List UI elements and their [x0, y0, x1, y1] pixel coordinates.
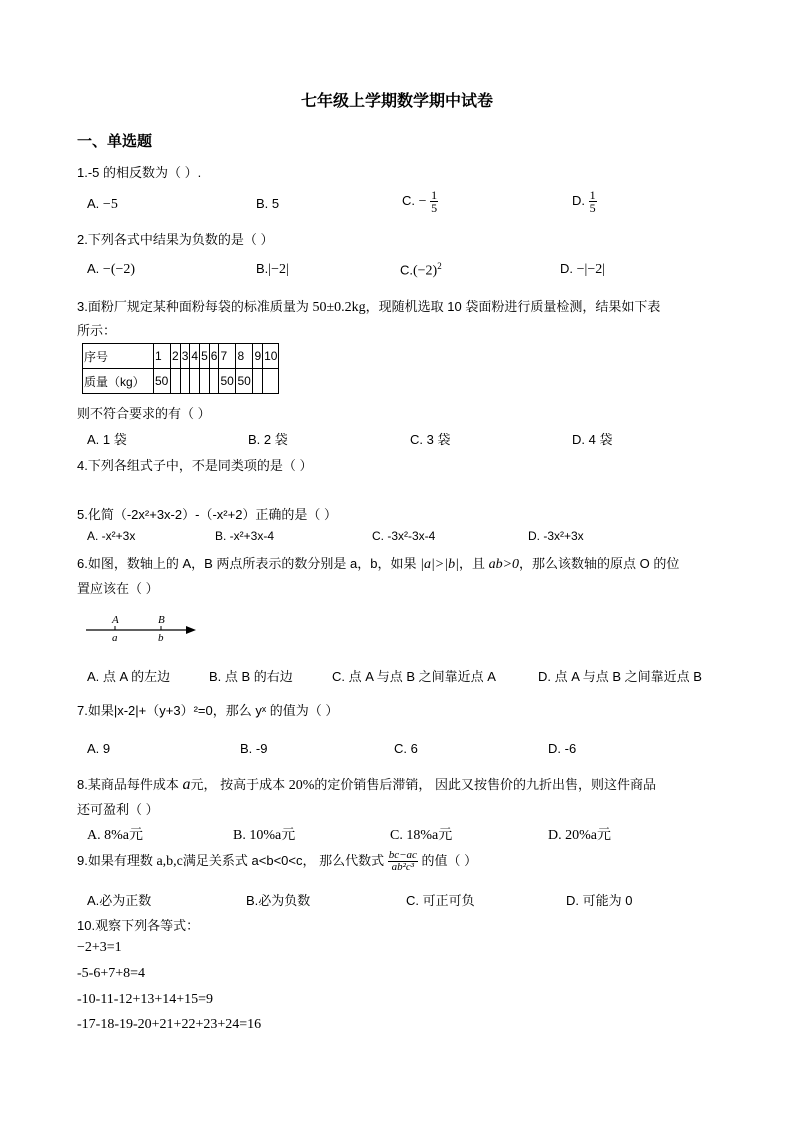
q3-stem-part1: 3.面粉厂规定某种面粉每袋的标准质量为: [77, 299, 309, 314]
q1-option-a: [87, 196, 118, 213]
q2-option-b-expr: |−2|: [268, 262, 289, 277]
q8-option-a: A. 8%a元: [87, 828, 143, 843]
table-cell: 8: [236, 344, 253, 369]
q2-option-c: [400, 261, 442, 279]
table-cell: 3: [180, 344, 190, 369]
q3-stem-part2: ，现随机选取 10 袋面粉进行质量检测，结果如下表: [365, 299, 661, 314]
table-cell: [190, 369, 200, 394]
q8-stem-part3: 的定价销售后滞销， 因此又按售价的九折出售，则这件商品: [314, 777, 657, 792]
table-cell: 5: [200, 344, 210, 369]
question-3-stem-line2: 所示：: [77, 323, 117, 338]
q9-option-b: B.必为负数: [246, 893, 311, 908]
q9-option-d: D. 可能为 0: [566, 893, 633, 908]
question-8-stem-line2: 还可盈利（ ）: [77, 802, 159, 817]
point-a-value: a: [112, 632, 118, 644]
table-cell: [180, 369, 190, 394]
q5-option-c: C. -3x²-3x-4: [372, 529, 436, 543]
point-b-value: b: [158, 632, 164, 644]
table-cell: [263, 369, 279, 394]
table-row: [83, 369, 279, 394]
q2-option-a-label: A.: [87, 261, 100, 276]
table-cell: 7: [219, 344, 236, 369]
q9-stem-part1: 9.如果有理数: [77, 853, 153, 868]
point-a-label: A: [112, 614, 119, 626]
q8-variable-a: a: [182, 776, 191, 793]
table-cell: [171, 369, 181, 394]
q8-option-d: D. 20%a元: [548, 828, 611, 843]
table-cell: 4: [190, 344, 200, 369]
q7-option-a: A. 9: [87, 741, 111, 756]
q6-stem-part2: ，且: [458, 556, 485, 571]
table-cell: 9: [253, 344, 263, 369]
q1-option-c-sign: −: [418, 193, 427, 209]
q9-variables: a,b,c: [156, 854, 183, 869]
q8-option-c: C. 18%a元: [390, 828, 453, 843]
page-title: 七年级上学期数学期中试卷: [300, 93, 493, 110]
question-4-stem: 4.下列各组式子中，不是同类项的是（ ）: [77, 458, 313, 473]
q9-option-a: A.必为正数: [87, 893, 152, 908]
q1-option-c-label: C.: [402, 192, 415, 208]
q3-option-d: D. 4 袋: [572, 432, 613, 447]
q2-option-c-expr: (−2): [413, 263, 438, 279]
table-cell: [253, 369, 263, 394]
q10-equation-2: -5-6+7+8=4: [77, 966, 146, 981]
q2-option-b: [256, 261, 289, 278]
q9-stem-part3: 的值（ ）: [421, 853, 478, 868]
table-cell: 2: [171, 344, 181, 369]
q1-option-d-fraction: $\frac{1}{5}$: [589, 188, 596, 215]
table-cell: 质量（kg）: [83, 369, 154, 394]
q2-option-d: [560, 261, 605, 278]
q6-stem-part3: ，那么该数轴的原点 O 的位: [519, 556, 680, 571]
question-6-stem-line1: [77, 553, 679, 573]
table-cell: 50: [219, 369, 236, 394]
q10-equation-3: -10-11-12+13+14+15=9: [77, 992, 214, 1007]
q1-option-d: [572, 189, 597, 214]
question-6-stem-line2: 置应该在（ ）: [77, 581, 159, 596]
q6-option-d: D. 点 A 与点 B 之间靠近点 B: [538, 669, 702, 684]
q3-option-b: B. 2 袋: [248, 432, 288, 447]
q3-standard-mass: 50±0.2kg: [312, 300, 366, 315]
question-1-stem: 1.-5 的相反数为（ ）.: [77, 165, 202, 180]
q2-option-c-label: C.: [400, 262, 413, 278]
q9-expression-fraction: $\frac{bc-ac}{\text{ab²c³}}$: [388, 849, 417, 874]
q2-option-b-label: B.: [256, 261, 269, 276]
q8-stem-part2: 元， 按高于成本: [190, 777, 286, 792]
question-5-stem: 5.化简（-2x²+3x-2）-（-x²+2）正确的是（ ）: [77, 507, 338, 522]
q3-option-a: A. 1 袋: [87, 432, 127, 447]
q1-option-d-label: D.: [572, 192, 585, 208]
q6-number-line: [82, 610, 202, 646]
q2-option-c-exponent: 2: [437, 261, 442, 271]
q8-percent: 20%: [288, 778, 315, 793]
point-b-label: B: [158, 614, 165, 626]
question-10-stem: 10.观察下列各等式：: [77, 918, 200, 933]
q3-option-c: C. 3 袋: [410, 432, 451, 447]
q6-option-b: B. 点 B 的右边: [209, 669, 293, 684]
section-heading: 一、单选题: [77, 133, 153, 150]
q2-option-a-expr: −(−2): [102, 262, 136, 277]
q1-option-c-fraction: $\frac{1}{5}$: [431, 188, 438, 215]
q6-option-a: A. 点 A 的左边: [87, 669, 171, 684]
table-cell: 10: [263, 344, 279, 369]
q6-option-c: C. 点 A 与点 B 之间靠近点 A: [332, 669, 496, 684]
question-9-stem: [77, 850, 477, 873]
q6-condition-product: ab>0: [488, 557, 520, 572]
q10-equation-4: -17-18-19-20+21+22+23+24=16: [77, 1017, 262, 1032]
table-cell: [200, 369, 210, 394]
question-7-stem: 7.如果|x-2|+（y+3）²=0，那么 yˣ 的值为（ ）: [77, 703, 339, 718]
table-cell: 50: [154, 369, 171, 394]
q5-option-d: D. -3x²+3x: [528, 529, 584, 543]
q2-option-d-expr: −|−2|: [576, 262, 606, 277]
question-3-followup: 则不符合要求的有（ ）: [77, 406, 211, 421]
q7-option-d: D. -6: [548, 741, 577, 756]
q1-option-a-value: −5: [102, 197, 118, 212]
q7-option-c: C. 6: [394, 741, 418, 756]
q1-option-a-label: A.: [87, 196, 100, 211]
q9-option-c: C. 可正可负: [406, 893, 475, 908]
q10-equation-1: −2+3=1: [77, 940, 122, 955]
table-row: [83, 344, 279, 369]
table-cell: 6: [209, 344, 219, 369]
q5-option-b: B. -x²+3x-4: [215, 529, 275, 543]
q1-option-b: B. 5: [256, 196, 280, 211]
q6-condition-abs: |a|>|b|: [420, 557, 459, 572]
q2-option-a: [87, 261, 135, 278]
question-3-stem-line1: [77, 296, 660, 316]
number-line-arrow-icon: [186, 626, 196, 634]
q7-option-b: B. -9: [240, 741, 268, 756]
q5-option-a: A. -x²+3x: [87, 529, 136, 543]
table-cell: 50: [236, 369, 253, 394]
question-8-stem-line1: [77, 774, 656, 794]
q8-option-b: B. 10%a元: [233, 828, 296, 843]
q1-option-c: [402, 189, 438, 214]
q6-stem-part1: 6.如图，数轴上的 A，B 两点所表示的数分别是 a，b，如果: [77, 556, 417, 571]
q2-option-d-label: D.: [560, 261, 573, 276]
question-2-stem: 2.下列各式中结果为负数的是（ ）: [77, 232, 274, 247]
q3-data-table: [82, 343, 279, 394]
table-cell: [209, 369, 219, 394]
table-cell: 1: [154, 344, 171, 369]
table-cell: 序号: [83, 344, 154, 369]
q8-stem-part1: 8.某商品每件成本: [77, 777, 179, 792]
q9-stem-part2: 满足关系式 a<b<0<c， 那么代数式: [182, 853, 385, 868]
